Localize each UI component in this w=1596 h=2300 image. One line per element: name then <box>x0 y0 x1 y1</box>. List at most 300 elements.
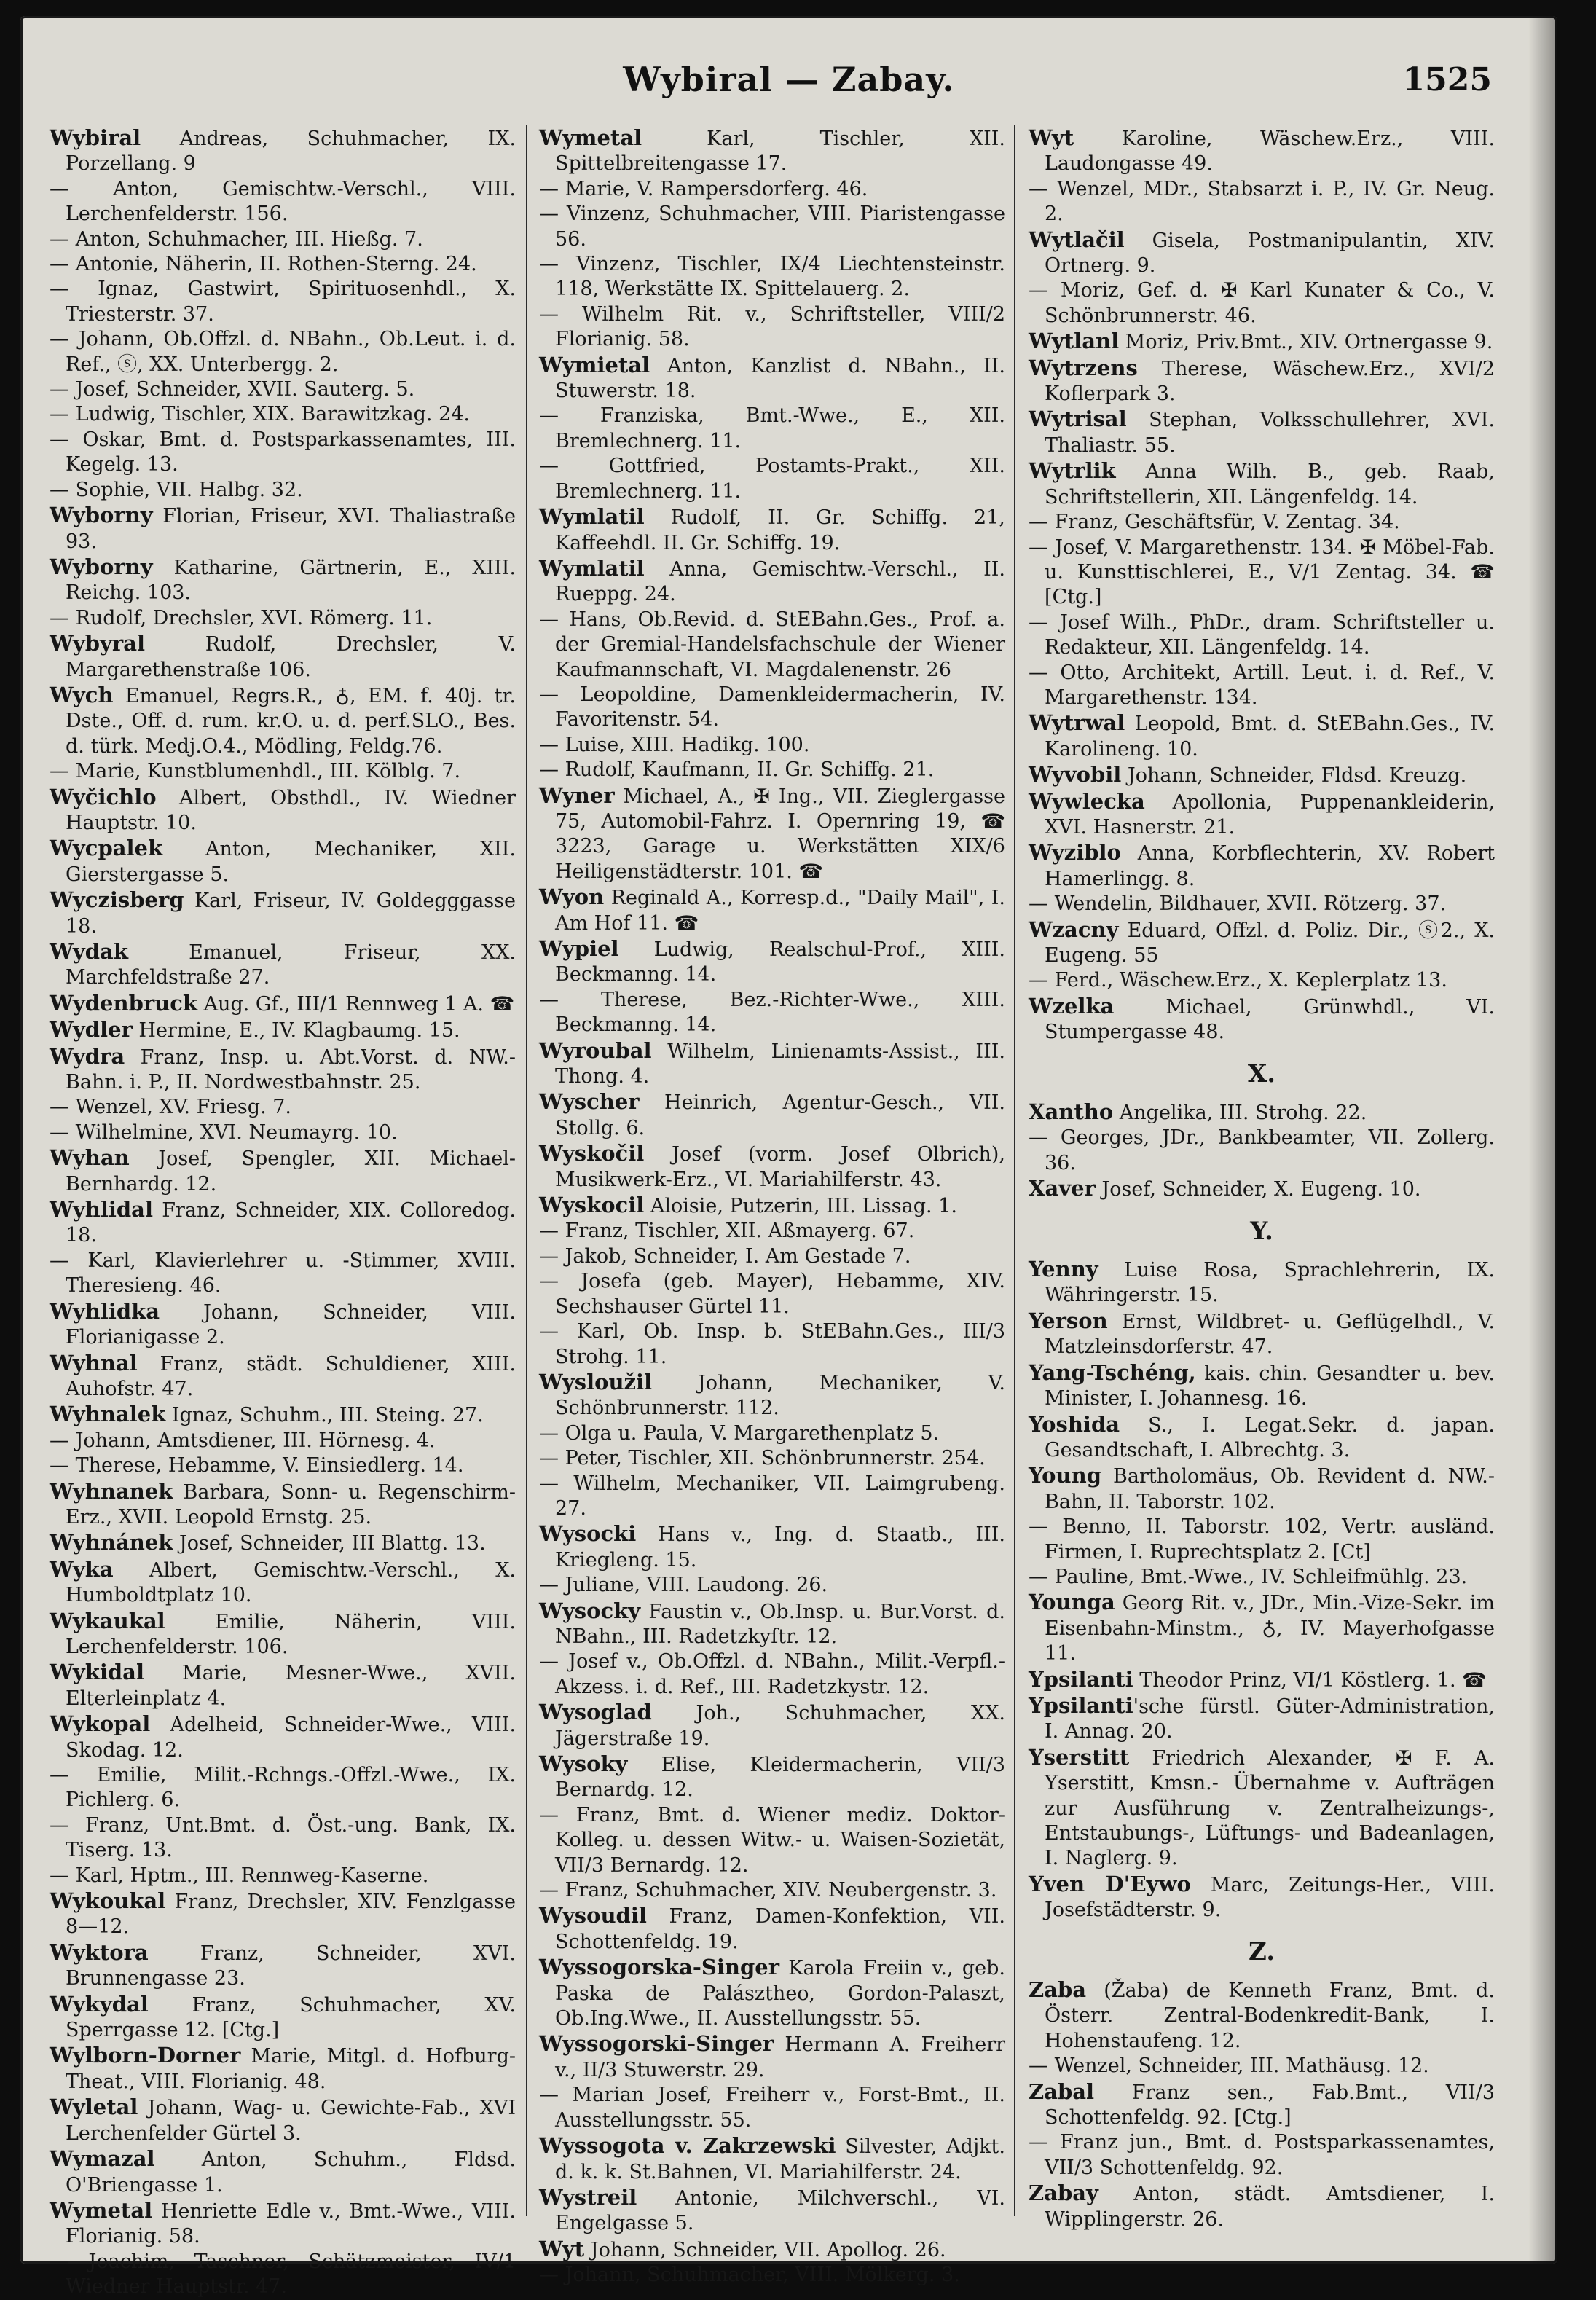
directory-entry <box>50 1479 516 1531</box>
directory-entry <box>1029 892 1495 917</box>
entry-details: — Anton, Schuhmacher, III. Hießg. 7. <box>50 227 423 251</box>
directory-entry <box>1029 1360 1495 1412</box>
page-number: 1525 <box>1402 61 1492 98</box>
entry-details: Leopold, Bmt. d. StEBahn.Ges., IV. Karolineng. 10. <box>1045 713 1495 761</box>
directory-entry <box>1029 762 1495 788</box>
entry-details: Reginald A., Korresp.d., "Daily Mail", I. Am Hof 11. ☎ <box>555 887 1005 935</box>
directory-entry <box>1029 840 1495 892</box>
entry-surname: Wydenbruck <box>50 990 197 1016</box>
entry-details: — Franz, Unt.Bmt. d. Öst.-ung. Bank, IX. Tiserg. 13. <box>50 1813 516 1862</box>
directory-entry <box>539 252 1005 302</box>
entry-details: Emanuel, Friseur, XX. Marchfeldstraße 27. <box>66 941 516 989</box>
directory-entry <box>539 1141 1005 1193</box>
entry-surname: Wyhnánek <box>50 1530 173 1555</box>
entry-surname: Younga <box>1029 1590 1115 1615</box>
directory-entry <box>50 428 516 478</box>
entry-details: — Oskar, Bmt. d. Postsparkassenamtes, III. Kegelg. 13. <box>50 428 516 476</box>
entry-surname: Wyhnalek <box>50 1402 166 1427</box>
directory-entry <box>539 1955 1005 2031</box>
entry-surname: Wymetal <box>50 2197 153 2223</box>
entry-details: — Luise, XIII. Hadikg. 100. <box>539 733 810 756</box>
directory-entry <box>539 2263 1005 2288</box>
entry-surname: Wypiel <box>539 936 619 961</box>
entry-details: Joh., Schuhmacher, XX. Jägerstraße 19. <box>555 1702 1005 1750</box>
directory-entry <box>539 988 1005 1038</box>
entry-surname: Wybiral <box>50 125 141 150</box>
entry-details: — Anton, Gemischtw.-Verschl., VIII. Lerchenfelderstr. 156. <box>50 177 516 226</box>
directory-entry <box>50 1351 516 1402</box>
entry-surname: Wzacny <box>1029 917 1119 942</box>
page-edge-shadow <box>1528 16 1557 2264</box>
entry-details: (Žaba) de Kenneth Franz, Bmt. d. Österr. Zentral-Bodenkredit-Bank, I. Hohenstaufeng. 12. <box>1045 1979 1495 2052</box>
directory-entry <box>50 252 516 277</box>
entry-details: Theodor Prinz, VI/1 Köstlerg. 1. ☎ <box>1133 1668 1487 1692</box>
entry-details: Emilie, Näherin, VIII. Lerchenfelderstr. 106. <box>66 1610 516 1658</box>
directory-entry <box>1029 917 1495 969</box>
directory-entry <box>50 2198 516 2250</box>
entry-surname: Wytrzens <box>1029 355 1138 380</box>
entry-surname: Wyletal <box>50 2095 138 2120</box>
entry-surname: Wyhnal <box>50 1350 138 1375</box>
entry-surname: Young <box>1029 1463 1101 1488</box>
entry-surname: Wyborny <box>50 503 153 528</box>
directory-entry <box>50 887 516 939</box>
entry-surname: Wysocki <box>539 1521 637 1547</box>
entry-details: Franz, Insp. u. Abt.Vorst. d. NW.-Bahn. i. P., II. Nordwestbahnstr. 25. <box>66 1045 516 1094</box>
entry-details: Albert, Obsthdl., IV. Wiedner Hauptstr. 10. <box>66 786 516 834</box>
entry-details: Ignaz, Schuhm., III. Steing. 27. <box>165 1404 484 1427</box>
directory-entry <box>50 554 516 606</box>
entry-surname: Wykaukal <box>50 1608 165 1633</box>
directory-entry <box>1029 278 1495 329</box>
entry-surname: Wyziblo <box>1029 840 1121 866</box>
entry-surname: Wyt <box>1029 125 1074 150</box>
entry-surname: Wyhlidal <box>50 1197 153 1222</box>
entry-surname: Yven D'Eywo <box>1029 1871 1191 1896</box>
entry-details: — Josef Wilh., PhDr., dram. Schriftsteller u. Redakteur, XII. Längenfeldg. 14. <box>1029 611 1495 659</box>
directory-entry <box>50 1249 516 1299</box>
directory-entry <box>1029 227 1495 279</box>
entry-details: Anton, Kanzlist d. NBahn., II. Stuwerstr. 18. <box>555 354 1005 403</box>
entry-details: — Johann, Ob.Offzl. d. NBahn., Ob.Leut. i. d. Ref., ⓢ, XX. Unterbergg. 2. <box>50 328 516 376</box>
directory-entry <box>50 377 516 402</box>
directory-entry <box>1029 1126 1495 1176</box>
entry-details: — Marian Josef, Freiherr v., Forst-Bmt., II. Ausstellungsstr. 55. <box>539 2084 1005 2132</box>
directory-entry <box>50 2250 516 2300</box>
directory-entry <box>50 1711 516 1763</box>
entry-details: Friedrich Alexander, ✠ F. A. Yserstitt, Kmsn.- Übernahme v. Aufträgen zur Ausführung v. Zentralheizungs-, Entstaubungs-, Lüftungs- und Badeanlagen, I. Naglerg. 9. <box>1045 1746 1495 1870</box>
directory-entry <box>539 1700 1005 1751</box>
directory-entry <box>539 1573 1005 1598</box>
entry-details: — Sophie, VII. Halbg. 32. <box>50 478 303 501</box>
column-1 <box>50 125 516 2299</box>
entry-details: Therese, Wäschew.Erz., XVI/2 Koflerpark 3. <box>1045 357 1495 406</box>
directory-entry <box>1029 710 1495 762</box>
directory-entry <box>50 1017 516 1043</box>
entry-details: — Wenzel, MDr., Stabsarzt i. P., IV. Gr. Neug. 2. <box>1029 177 1495 226</box>
directory-entry <box>50 1660 516 1711</box>
directory-entry <box>50 1940 516 1992</box>
entry-surname: Wyssogota v. Zakrzewski <box>539 2133 836 2159</box>
entry-details: Karl, Friseur, IV. Goldegggasse 18. <box>66 890 516 938</box>
entry-details: — Otto, Architekt, Artill. Leut. i. d. Ref., V. Margarethenstr. 134. <box>1029 661 1495 709</box>
section-letter-heading: Y. <box>1250 1216 1273 1246</box>
entry-details: — Vinzenz, Tischler, IX/4 Liechtensteinstr. 118, Werkstätte IX. Spittelauerg. 2. <box>539 253 1005 301</box>
entry-details: — Ferd., Wäschew.Erz., X. Keplerplatz 13. <box>1029 969 1447 992</box>
directory-entry <box>50 177 516 227</box>
directory-entry <box>50 402 516 427</box>
directory-entry <box>1029 611 1495 661</box>
entry-details: Johann, Schneider, VII. Apollog. 26. <box>584 2238 946 2261</box>
directory-entry <box>50 2043 516 2095</box>
entry-surname: Wzelka <box>1029 993 1115 1018</box>
directory-entry <box>50 503 516 554</box>
directory-entry <box>539 608 1005 683</box>
directory-entry <box>50 327 516 377</box>
entry-details: Andreas, Schuhmacher, IX. Porzellang. 9 <box>66 127 516 176</box>
directory-entry <box>1029 329 1495 355</box>
entry-details: Franz, städt. Schuldiener, XIII. Auhofstr. 47. <box>66 1352 516 1400</box>
directory-entry <box>50 991 516 1017</box>
directory-entry <box>50 1197 516 1249</box>
entry-details: Hermann A. Freiherr v., II/3 Stuwerstr. 29. <box>555 2033 1005 2081</box>
directory-entry <box>1029 968 1495 993</box>
entry-details: Rudolf, Drechsler, V. Margarethenstraße 106. <box>66 633 516 681</box>
directory-entry <box>50 1864 516 1888</box>
entry-surname: Yerson <box>1029 1308 1108 1333</box>
entry-surname: Wyhlidka <box>50 1298 160 1324</box>
directory-entry <box>539 1472 1005 1522</box>
directory-entry <box>1029 1872 1495 1923</box>
entry-details: Apollonia, Puppenankleiderin, XVI. Hasnerstr. 21. <box>1045 790 1495 839</box>
entry-surname: Wymietal <box>539 352 650 377</box>
section-letter-heading: X. <box>1247 1059 1276 1088</box>
entry-details: — Olga u. Paula, V. Margarethenplatz 5. <box>539 1421 940 1445</box>
directory-entry <box>1029 2054 1495 2079</box>
directory-entry <box>539 733 1005 758</box>
directory-entry <box>1029 2079 1495 2131</box>
entry-details: — Jakob, Schneider, I. Am Gestade 7. <box>539 1244 911 1268</box>
directory-entry <box>539 1244 1005 1269</box>
entry-details: — Marie, Kunstblumenhdl., III. Kölblg. 7. <box>50 760 461 783</box>
directory-entry <box>1029 1590 1495 1666</box>
entry-details: Heinrich, Agentur-Gesch., VII. Stollg. 6. <box>555 1091 1005 1139</box>
entry-surname: Wyhan <box>50 1145 130 1171</box>
entry-details: Elise, Kleidermacherin, VII/3 Bernardg. 12. <box>555 1754 1005 1802</box>
directory-entry <box>1029 1176 1495 1202</box>
entry-surname: Wyktora <box>50 1939 149 1965</box>
entry-details: — Franz, Tischler, XII. Aßmayerg. 67. <box>539 1220 915 1243</box>
entry-details: Karola Freiin v., geb. Paska de Palásztheo, Gordon-Palaszt, Ob.Ing.Wwe., II. Ausstellungsstr. 55. <box>555 1957 1005 2030</box>
entry-details: — Josef, V. Margarethenstr. 134. ✠ Möbel-Fab. u. Kunsttischlerei, E., V/1 Zentag. 34. ☎ [Ctg.] <box>1029 535 1495 609</box>
entry-details: — Rudolf, Drechsler, XVI. Römerg. 11. <box>50 606 433 629</box>
directory-entry <box>539 1751 1005 1803</box>
directory-entry <box>1029 2130 1495 2181</box>
entry-surname: Wykydal <box>50 1991 149 2017</box>
entry-details: Ernst, Wildbret- u. Geflügelhdl., V. Matzleinsdorferstr. 47. <box>1045 1310 1495 1359</box>
directory-entry <box>50 1120 516 1145</box>
entry-details: — Wenzel, XV. Friesg. 7. <box>50 1096 291 1119</box>
directory-entry <box>1029 458 1495 510</box>
directory-entry <box>539 1219 1005 1244</box>
entry-details: — Johann, Schuhmacher, VIII. Mölkerg. 3. <box>539 2264 960 2287</box>
entry-surname: Wywlecka <box>1029 788 1145 814</box>
entry-details: Josef, Schneider, X. Eugeng. 10. <box>1095 1178 1421 1201</box>
entry-details: — Georges, JDr., Bankbeamter, VII. Zollerg. 36. <box>1029 1126 1495 1174</box>
entry-details: Wilhelm, Linienamts-Assist., III. Thong. 4. <box>555 1040 1005 1088</box>
entry-details: — Wilhelm Rit. v., Schriftsteller, VIII/2 Florianig. 58. <box>539 302 1005 351</box>
entry-surname: Wych <box>50 682 114 707</box>
column-3 <box>1029 125 1495 2231</box>
entry-details: — Antonie, Näherin, II. Rothen-Sterng. 24. <box>50 253 477 276</box>
entry-details: Silvester, Adjkt. d. k. k. St.Bahnen, VI. Mariahilferstr. 24. <box>555 2135 1005 2183</box>
entry-surname: Wyscher <box>539 1089 640 1115</box>
directory-entry <box>539 1803 1005 1878</box>
entry-details: Franz sen., Fab.Bmt., VII/3 Schottenfeldg. 92. [Ctg.] <box>1045 2081 1495 2130</box>
directory-entry <box>539 1649 1005 1700</box>
directory-entry <box>1029 1099 1495 1126</box>
entry-surname: Wytrwal <box>1029 710 1125 736</box>
directory-entry <box>50 125 516 177</box>
entry-details: — Franziska, Bmt.-Wwe., E., XII. Bremlechnerg. 11. <box>539 404 1005 452</box>
directory-entry <box>539 1878 1005 1903</box>
entry-surname: Wymlatil <box>539 555 645 581</box>
entry-details: Franz, Schneider, XIX. Colloredog. 18. <box>66 1199 516 1247</box>
directory-entry <box>50 1813 516 1864</box>
entry-details: kais. chin. Gesandter u. bev. Minister, I. Johannesg. 16. <box>1045 1362 1495 1410</box>
entry-surname: Wysoglad <box>539 1700 652 1725</box>
directory-entry <box>539 936 1005 988</box>
entry-details: Albert, Gemischtw.-Verschl., X. Humboldtplatz 10. <box>66 1558 516 1607</box>
directory-entry <box>50 1429 516 1453</box>
entry-details: — Moriz, Gef. d. ✠ Karl Kunater & Co., V. Schönbrunnerstr. 46. <box>1029 279 1495 327</box>
entry-details: — Gottfried, Postamts-Prakt., XII. Bremlechnerg. 11. <box>539 455 1005 503</box>
entry-details: Franz, Schneider, XVI. Brunnengasse 23. <box>66 1942 516 1990</box>
entry-details: Johann, Mechaniker, V. Schönbrunnerstr. 112. <box>555 1371 1005 1420</box>
entry-details: Georg Rit. v., JDr., Min.-Vize-Sekr. im Eisenbahn-Minstm., ♁, IV. Mayerhofgasse 11. <box>1045 1592 1495 1665</box>
directory-entry <box>539 1269 1005 1319</box>
entry-details: Josef, Schneider, III Blattg. 13. <box>173 1532 486 1555</box>
directory-entry <box>539 783 1005 885</box>
entry-details: Antonie, Milchverschl., VI. Engelgasse 5. <box>555 2186 1005 2235</box>
entry-surname: Wymazal <box>50 2146 155 2172</box>
entry-details: — Rudolf, Kaufmann, II. Gr. Schiffg. 21. <box>539 758 935 782</box>
entry-details: Anton, Schuhm., Fldsd. O'Briengasse 1. <box>66 2148 516 2197</box>
directory-entry <box>539 1089 1005 1141</box>
entry-details: Luise Rosa, Sprachlehrerin, IX. Währingerstr. 15. <box>1045 1259 1495 1307</box>
directory-entry <box>50 759 516 784</box>
entry-details: — Joachim, Taschner, Schätzmeister, IV/1 Wiedner Hauptstr. 47. <box>50 2250 516 2299</box>
entry-surname: Wysloužil <box>539 1369 653 1394</box>
entry-surname: Wyhnanek <box>50 1478 173 1504</box>
entry-details: Anna, Gemischtw.-Verschl., II. Rueppg. 24. <box>555 557 1005 606</box>
section-letter-heading: Z. <box>1248 1936 1275 1966</box>
entry-details: 'sche fürstl. Güter-Administration, I. Annag. 20. <box>1045 1695 1495 1743</box>
directory-entry <box>50 227 516 252</box>
directory-entry <box>539 353 1005 404</box>
entry-surname: Wysocky <box>539 1598 641 1623</box>
entry-surname: Ypsilanti <box>1029 1666 1133 1692</box>
directory-entry <box>539 1319 1005 1370</box>
directory-entry <box>539 125 1005 177</box>
directory-entry <box>50 1145 516 1197</box>
entry-details: Henriette Edle v., Bmt.-Wwe., VIII. Florianig. 58. <box>66 2199 516 2248</box>
entry-details: S., I. Legat.Sekr. d. japan. Gesandtschaft, I. Albrechtg. 3. <box>1045 1413 1495 1461</box>
entry-surname: Wystreil <box>539 2184 637 2210</box>
directory-entry <box>1029 1745 1495 1872</box>
directory-entry <box>539 1193 1005 1219</box>
entry-details: — Wilhelm, Mechaniker, VII. Laimgrubeng. 27. <box>539 1472 1005 1520</box>
directory-entry <box>539 202 1005 252</box>
entry-details: — Therese, Hebamme, V. Einsiedlerg. 14. <box>50 1454 464 1477</box>
entry-surname: Wylborn-Dorner <box>50 2043 241 2068</box>
directory-entry <box>539 556 1005 608</box>
directory-entry <box>539 404 1005 454</box>
directory-entry <box>50 2146 516 2198</box>
column-2 <box>539 125 1005 2287</box>
entry-details: — Wilhelmine, XVI. Neumayrg. 10. <box>50 1120 398 1144</box>
entry-details: Anna, Korbflechterin, XV. Robert Hamerlingg. 8. <box>1045 842 1495 890</box>
directory-entry <box>50 1992 516 2044</box>
entry-details: — Therese, Bez.-Richter-Wwe., XIII. Beckmanng. 14. <box>539 988 1005 1037</box>
entry-surname: Wyssogorska-Singer <box>539 1955 779 1980</box>
directory-entry <box>1029 1565 1495 1590</box>
entry-surname: Yenny <box>1029 1257 1098 1282</box>
directory-entry <box>1029 1693 1495 1745</box>
directory-entry <box>1029 1463 1495 1515</box>
entry-surname: Wykoukal <box>50 1888 166 1914</box>
entry-details: Anton, Mechaniker, XII. Gierstergasse 5. <box>66 838 516 886</box>
directory-entry <box>1029 535 1495 611</box>
entry-surname: Wyskočil <box>539 1141 645 1166</box>
entry-details: Ludwig, Realschul-Prof., XIII. Beckmanng. 14. <box>555 938 1005 986</box>
entry-details: Emanuel, Regrs.R., ♁, EM. f. 40j. tr. Dste., Off. d. rum. kr.O. u. d. perf.SLO., Bes. d. türk. Medj.O.4., Mödling, Feldg.76. <box>66 684 516 758</box>
entry-details: Anton, städt. Amtsdiener, I. Wipplingerstr. 26. <box>1045 2183 1495 2231</box>
entry-surname: Yoshida <box>1029 1411 1120 1437</box>
directory-entry <box>539 1038 1005 1090</box>
directory-entry <box>539 884 1005 936</box>
entry-details: Aug. Gf., III/1 Rennweg 1 A. ☎ <box>197 992 515 1016</box>
directory-entry <box>539 1421 1005 1446</box>
entry-surname: Wyborny <box>50 554 153 579</box>
entry-details: Josef, Spengler, XII. Michael-Bernhardg. 12. <box>66 1147 516 1196</box>
directory-entry <box>1029 1977 1495 2054</box>
directory-entry <box>1029 407 1495 458</box>
directory-entry <box>1029 2181 1495 2232</box>
entry-details: — Emilie, Milit.-Rchngs.-Offzl.-Wwe., IX. Pichlerg. 6. <box>50 1764 516 1812</box>
directory-entry <box>539 454 1005 504</box>
entry-surname: Zaba <box>1029 1977 1087 2003</box>
entry-surname: Wybyral <box>50 631 145 656</box>
directory-entry <box>539 1521 1005 1573</box>
directory-entry <box>1029 661 1495 711</box>
directory-entry <box>539 2031 1005 2083</box>
entry-details: — Franz, Bmt. d. Wiener mediz. Doktor-Kolleg. u. dessen Witw.- u. Waisen-Sozietät, VII/3 Bernardg. 12. <box>539 1803 1005 1877</box>
directory-entry <box>1029 1515 1495 1565</box>
entry-surname: Wykopal <box>50 1711 151 1737</box>
entry-details: — Franz, Geschäftsfür, V. Zentag. 34. <box>1029 511 1400 534</box>
entry-details: — Johann, Amtsdiener, III. Hörnesg. 4. <box>50 1429 436 1452</box>
entry-details: — Leopoldine, Damenkleidermacherin, IV. Favoritenstr. 54. <box>539 683 1005 731</box>
directory-entry <box>50 1763 516 1813</box>
entry-surname: Zabay <box>1029 2181 1098 2206</box>
entry-surname: Wyroubal <box>539 1037 652 1063</box>
entry-surname: Wycpalek <box>50 836 163 861</box>
column-divider <box>526 125 527 2216</box>
entry-details: Michael, Grünwhdl., VI. Stumpergasse 48. <box>1045 995 1495 1044</box>
directory-entry <box>539 504 1005 556</box>
entry-surname: Wykidal <box>50 1660 144 1685</box>
entry-details: Marie, Mesner-Wwe., XVII. Elterleinplatz 4. <box>66 1662 516 1710</box>
directory-entry <box>1029 510 1495 535</box>
directory-entry <box>50 1095 516 1120</box>
directory-entry <box>539 758 1005 782</box>
entry-surname: Wytlanl <box>1029 329 1120 354</box>
directory-entry <box>539 1598 1005 1650</box>
entry-surname: Xaver <box>1029 1176 1096 1201</box>
directory-entry <box>1029 177 1495 227</box>
entry-details: Marc, Zeitungs-Her., VIII. Josefstädterstr. 9. <box>1045 1873 1495 1922</box>
directory-entry <box>1029 125 1495 177</box>
directory-entry <box>1029 1257 1495 1308</box>
directory-entry <box>539 683 1005 733</box>
directory-entry <box>539 177 1005 202</box>
directory-entry <box>50 1557 516 1609</box>
entry-surname: Wyssogorski-Singer <box>539 2031 774 2057</box>
directory-entry <box>539 1446 1005 1471</box>
entry-surname: Wysoky <box>539 1751 628 1776</box>
directory-entry <box>539 2083 1005 2133</box>
entry-surname: Wymetal <box>539 125 642 150</box>
entry-details: Hermine, E., IV. Klagbaumg. 15. <box>132 1019 460 1043</box>
entry-details: — Franz, Schuhmacher, XIV. Neubergenstr. 3. <box>539 1879 997 1902</box>
entry-details: — Karl, Klavierlehrer u. -Stimmer, XVIII. Theresieng. 46. <box>50 1249 516 1298</box>
entry-surname: Zabal <box>1029 2079 1095 2104</box>
directory-page <box>20 16 1557 2299</box>
directory-entry <box>1029 1308 1495 1360</box>
entry-details: Josef (vorm. Josef Olbrich), Musikwerk-Erz., VI. Mariahilferstr. 43. <box>555 1143 1005 1191</box>
entry-surname: Wyskocil <box>539 1193 645 1218</box>
directory-entry <box>50 606 516 631</box>
directory-entry <box>539 2133 1005 2185</box>
entry-surname: Ypsilanti <box>1029 1692 1133 1718</box>
directory-entry <box>539 2237 1005 2263</box>
directory-entry <box>50 1299 516 1351</box>
directory-entry <box>1029 356 1495 407</box>
entry-surname: Wymlatil <box>539 504 645 530</box>
entry-details: Katharine, Gärtnerin, E., XIII. Reichg. 103. <box>66 556 516 605</box>
entry-details: Angelika, III. Strohg. 22. <box>1113 1102 1367 1125</box>
entry-details: — Karl, Ob. Insp. b. StEBahn.Ges., III/3 Strohg. 11. <box>539 1320 1005 1368</box>
page-header-title: Wybiral — Zabay. <box>623 60 955 99</box>
directory-entry <box>50 1402 516 1428</box>
entry-details: — Hans, Ob.Revid. d. StEBahn.Ges., Prof. a. der Gremial-Handelsfachschule der Wiener Kaufmannschaft, VI. Magdalenenstr. 26 <box>539 608 1005 681</box>
entry-details: Faustin v., Ob.Insp. u. Bur.Vorst. d. NBahn., III. Radetzkyſtr. 12. <box>555 1600 1005 1648</box>
entry-details: — Ignaz, Gastwirt, Spirituosenhdl., X. Triesterstr. 37. <box>50 278 516 326</box>
directory-entry <box>50 1044 516 1096</box>
directory-entry <box>50 478 516 503</box>
entry-details: — Peter, Tischler, XII. Schönbrunnerstr. 254. <box>539 1447 986 1470</box>
entry-details: Michael, A., ✠ Ing., VII. Zieglergasse 75, Automobil-Fahrz. I. Opernring 19, ☎ 3223, Garage u. Werkstätten XIX/6 Heiligenstädterstr. 101. ☎ <box>555 785 1005 883</box>
entry-surname: Wyka <box>50 1556 114 1582</box>
directory-entry <box>50 1609 516 1660</box>
directory-entry <box>50 939 516 991</box>
entry-details: — Josef v., Ob.Offzl. d. NBahn., Milit.-Verpfl.-Akzess. i. d. Ref., III. Radetzkystr. 12. <box>539 1650 1005 1698</box>
entry-surname: Wytlačil <box>1029 227 1125 252</box>
column-divider <box>1014 125 1015 2216</box>
directory-entry <box>50 683 516 759</box>
entry-details: — Ludwig, Tischler, XIX. Barawitzkag. 24. <box>50 403 470 426</box>
